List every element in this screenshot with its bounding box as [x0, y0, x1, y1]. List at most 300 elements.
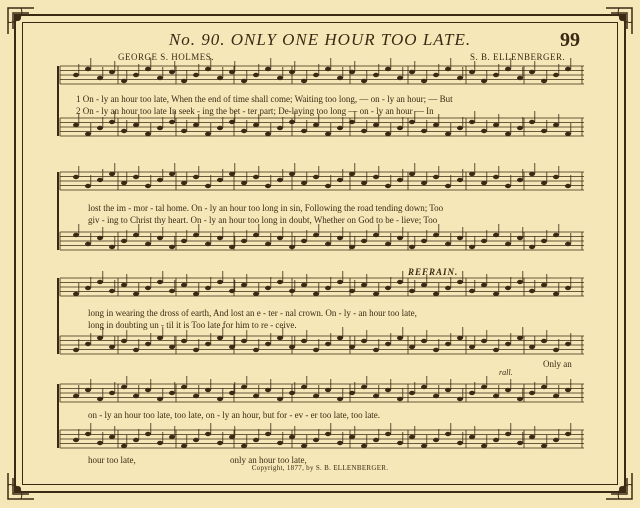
- note-head: [73, 73, 79, 77]
- note-head: [253, 438, 259, 442]
- note-head: [529, 391, 535, 395]
- note-head: [541, 385, 547, 389]
- note-head: [109, 120, 115, 124]
- note-head: [169, 345, 175, 349]
- lyrics-system1-verse2: 2 On - ly an hour too late In seek - ing the bet - ter part; De-laying too long — on - ly an hour — In: [76, 106, 434, 116]
- note-head: [517, 397, 523, 401]
- note-head: [289, 435, 295, 439]
- note-head: [277, 76, 283, 80]
- composer-credit: S. B. ELLENBERGER.: [470, 52, 566, 62]
- note-head: [169, 120, 175, 124]
- refrain-label: REFRAIN.: [408, 267, 459, 277]
- note-head: [433, 233, 439, 237]
- note-head: [517, 280, 523, 284]
- note-head: [493, 123, 499, 127]
- note-head: [181, 283, 187, 287]
- note-head: [349, 391, 355, 395]
- note-head: [457, 397, 463, 401]
- note-head: [469, 70, 475, 74]
- note-head: [349, 172, 355, 176]
- note-head: [253, 292, 259, 296]
- note-head: [241, 283, 247, 287]
- note-head: [145, 184, 151, 188]
- note-head: [469, 345, 475, 349]
- note-head: [193, 233, 199, 237]
- note-head: [289, 289, 295, 293]
- note-head: [253, 175, 259, 179]
- note-head: [85, 388, 91, 392]
- note-head: [349, 435, 355, 439]
- note-head: [157, 397, 163, 401]
- note-head: [157, 236, 163, 240]
- note-head: [421, 444, 427, 448]
- note-head: [241, 385, 247, 389]
- note-head: [217, 280, 223, 284]
- note-head: [277, 280, 283, 284]
- note-head: [505, 132, 511, 136]
- note-head: [301, 385, 307, 389]
- note-head: [469, 245, 475, 249]
- note-head: [169, 172, 175, 176]
- note-head: [289, 245, 295, 249]
- note-head: [433, 175, 439, 179]
- note-head: [469, 391, 475, 395]
- note-head: [541, 239, 547, 243]
- note-head: [97, 441, 103, 445]
- note-head: [421, 283, 427, 287]
- note-head: [145, 132, 151, 136]
- note-head: [133, 348, 139, 352]
- note-head: [205, 388, 211, 392]
- note-head: [361, 339, 367, 343]
- note-head: [97, 336, 103, 340]
- note-head: [181, 385, 187, 389]
- note-head: [181, 339, 187, 343]
- note-head: [541, 79, 547, 83]
- note-head: [553, 292, 559, 296]
- note-head: [109, 345, 115, 349]
- note-head: [481, 283, 487, 287]
- note-head: [277, 178, 283, 182]
- note-head: [445, 184, 451, 188]
- note-head: [121, 444, 127, 448]
- hymn-title: No. 90. ONLY ONE HOUR TOO LATE.: [168, 30, 472, 49]
- note-head: [301, 181, 307, 185]
- note-head: [193, 73, 199, 77]
- note-head: [421, 239, 427, 243]
- note-head: [457, 178, 463, 182]
- note-head: [505, 286, 511, 290]
- note-head: [445, 388, 451, 392]
- note-heads: [73, 58, 571, 448]
- note-head: [325, 242, 331, 246]
- page-number: 99: [560, 29, 580, 51]
- note-head: [301, 239, 307, 243]
- note-head: [133, 292, 139, 296]
- note-head: [385, 388, 391, 392]
- note-head: [73, 438, 79, 442]
- note-head: [193, 292, 199, 296]
- note-head: [253, 123, 259, 127]
- note-head: [313, 438, 319, 442]
- note-head: [469, 435, 475, 439]
- note-head: [361, 283, 367, 287]
- note-head: [325, 432, 331, 436]
- note-head: [565, 286, 571, 290]
- note-head: [193, 348, 199, 352]
- note-head: [457, 441, 463, 445]
- lyrics-system2-verse1: lost the im - mor - tal home. On - ly an hour too long in sin, Following the road tending down; Too: [88, 203, 444, 213]
- note-head: [229, 120, 235, 124]
- note-head: [529, 245, 535, 249]
- note-head: [253, 73, 259, 77]
- note-head: [301, 129, 307, 133]
- note-head: [121, 339, 127, 343]
- note-head: [421, 181, 427, 185]
- note-head: [313, 292, 319, 296]
- poet-credit: GEORGE S. HOLMES.: [118, 52, 215, 62]
- note-head: [157, 76, 163, 80]
- note-head: [529, 120, 535, 124]
- note-head: [241, 239, 247, 243]
- note-head: [337, 236, 343, 240]
- note-head: [277, 441, 283, 445]
- note-head: [481, 385, 487, 389]
- note-head: [289, 172, 295, 176]
- note-head: [541, 339, 547, 343]
- note-head: [205, 184, 211, 188]
- note-head: [529, 289, 535, 293]
- note-head: [505, 242, 511, 246]
- note-head: [85, 184, 91, 188]
- note-head: [289, 345, 295, 349]
- note-head: [493, 394, 499, 398]
- note-head: [133, 123, 139, 127]
- note-head: [505, 67, 511, 71]
- note-head: [157, 178, 163, 182]
- note-head: [361, 239, 367, 243]
- note-head: [397, 280, 403, 284]
- note-head: [265, 342, 271, 346]
- note-head: [517, 236, 523, 240]
- note-head: [409, 120, 415, 124]
- note-head: [325, 132, 331, 136]
- note-head: [517, 178, 523, 182]
- lyrics-system4-treble: on - ly an hour too late, too late, on - ly an hour, but for - ev - er too late, too late.: [88, 410, 381, 420]
- note-head: [565, 432, 571, 436]
- note-head: [325, 342, 331, 346]
- note-head: [181, 239, 187, 243]
- note-head: [457, 336, 463, 340]
- note-head: [409, 172, 415, 176]
- note-head: [385, 432, 391, 436]
- note-head: [313, 175, 319, 179]
- note-head: [313, 348, 319, 352]
- lyrics-system3-verse1: long in wearing the dross of earth, And lost an e - ter - nal crown. On - ly - an hour too late,: [88, 308, 417, 318]
- note-head: [181, 181, 187, 185]
- note-head: [361, 79, 367, 83]
- note-head: [265, 184, 271, 188]
- note-head: [397, 336, 403, 340]
- note-head: [445, 286, 451, 290]
- note-head: [493, 348, 499, 352]
- note-head: [553, 394, 559, 398]
- note-head: [397, 178, 403, 182]
- note-head: [217, 236, 223, 240]
- note-head: [421, 79, 427, 83]
- note-head: [409, 70, 415, 74]
- lyrics-system2-verse2: giv - ing to Christ thy heart. On - ly an hour too long in doubt, Whether on God to be - lieve; Too: [88, 215, 438, 225]
- note-head: [133, 438, 139, 442]
- note-head: [337, 126, 343, 130]
- note-head: [145, 286, 151, 290]
- note-head: [229, 245, 235, 249]
- note-head: [277, 336, 283, 340]
- note-head: [457, 280, 463, 284]
- note-head: [241, 339, 247, 343]
- note-head: [517, 126, 523, 130]
- note-head: [301, 79, 307, 83]
- note-head: [481, 239, 487, 243]
- note-head: [73, 292, 79, 296]
- note-head: [397, 236, 403, 240]
- note-head: [241, 181, 247, 185]
- note-head: [409, 345, 415, 349]
- note-head: [229, 70, 235, 74]
- lyrics-system3-verse2: long in doubting un - til it is Too late for him to re - ceive.: [88, 320, 297, 330]
- note-head: [349, 245, 355, 249]
- note-head: [553, 348, 559, 352]
- note-head: [205, 342, 211, 346]
- note-head: [373, 394, 379, 398]
- note-head: [361, 181, 367, 185]
- note-head: [265, 67, 271, 71]
- note-head: [385, 67, 391, 71]
- note-head: [541, 181, 547, 185]
- note-head: [529, 435, 535, 439]
- note-head: [301, 339, 307, 343]
- note-head: [145, 242, 151, 246]
- note-head: [505, 342, 511, 346]
- note-head: [373, 175, 379, 179]
- note-head: [421, 129, 427, 133]
- note-head: [217, 178, 223, 182]
- note-head: [397, 76, 403, 80]
- note-head: [241, 129, 247, 133]
- rall-marking: rall.: [499, 368, 513, 377]
- note-head: [529, 345, 535, 349]
- note-head: [349, 120, 355, 124]
- note-head: [121, 283, 127, 287]
- note-head: [169, 435, 175, 439]
- note-head: [157, 441, 163, 445]
- note-head: [469, 120, 475, 124]
- note-head: [157, 126, 163, 130]
- note-head: [481, 129, 487, 133]
- note-head: [169, 289, 175, 293]
- note-head: [493, 292, 499, 296]
- note-head: [145, 388, 151, 392]
- note-head: [169, 391, 175, 395]
- note-head: [445, 132, 451, 136]
- note-head: [373, 348, 379, 352]
- note-head: [121, 239, 127, 243]
- note-head: [541, 283, 547, 287]
- note-head: [193, 438, 199, 442]
- note-head: [193, 123, 199, 127]
- note-head: [325, 286, 331, 290]
- note-head: [97, 236, 103, 240]
- note-head: [133, 394, 139, 398]
- note-head: [73, 123, 79, 127]
- note-head: [85, 342, 91, 346]
- note-head: [469, 289, 475, 293]
- note-head: [97, 76, 103, 80]
- note-head: [181, 129, 187, 133]
- note-head: [85, 432, 91, 436]
- note-head: [181, 79, 187, 83]
- note-head: [385, 132, 391, 136]
- note-head: [517, 336, 523, 340]
- note-head: [505, 388, 511, 392]
- note-head: [217, 76, 223, 80]
- note-head: [121, 129, 127, 133]
- note-head: [433, 292, 439, 296]
- note-head: [553, 175, 559, 179]
- note-head: [517, 76, 523, 80]
- note-head: [121, 385, 127, 389]
- note-head: [337, 280, 343, 284]
- note-head: [337, 178, 343, 182]
- note-head: [493, 438, 499, 442]
- note-head: [109, 391, 115, 395]
- note-head: [313, 123, 319, 127]
- note-head: [385, 286, 391, 290]
- note-head: [433, 394, 439, 398]
- note-head: [493, 73, 499, 77]
- note-head: [457, 76, 463, 80]
- note-head: [445, 242, 451, 246]
- note-head: [229, 391, 235, 395]
- note-head: [433, 348, 439, 352]
- note-head: [445, 342, 451, 346]
- note-head: [277, 397, 283, 401]
- note-head: [373, 438, 379, 442]
- note-head: [421, 339, 427, 343]
- note-head: [505, 432, 511, 436]
- note-head: [493, 175, 499, 179]
- note-head: [565, 184, 571, 188]
- note-head: [109, 172, 115, 176]
- note-head: [349, 70, 355, 74]
- lyrics-system1-verse1: 1 On - ly an hour too late, When the end of time shall come; Waiting too long, — on - ly an hour; — But: [76, 94, 453, 104]
- note-head: [157, 336, 163, 340]
- note-head: [73, 233, 79, 237]
- lyrics-system3-bass: Only an: [543, 359, 572, 369]
- note-head: [529, 70, 535, 74]
- note-head: [325, 388, 331, 392]
- note-head: [553, 233, 559, 237]
- note-head: [205, 286, 211, 290]
- note-head: [445, 67, 451, 71]
- note-head: [121, 79, 127, 83]
- note-head: [337, 336, 343, 340]
- note-head: [145, 67, 151, 71]
- note-head: [457, 236, 463, 240]
- note-head: [265, 242, 271, 246]
- note-head: [565, 242, 571, 246]
- note-head: [205, 242, 211, 246]
- note-head: [481, 181, 487, 185]
- note-head: [397, 126, 403, 130]
- lyrics-system4-bass-left: hour too late,: [88, 455, 136, 465]
- note-head: [385, 242, 391, 246]
- note-head: [73, 394, 79, 398]
- note-head: [97, 397, 103, 401]
- note-head: [145, 342, 151, 346]
- note-head: [409, 245, 415, 249]
- note-head: [397, 441, 403, 445]
- note-head: [373, 73, 379, 77]
- note-head: [373, 292, 379, 296]
- note-head: [493, 233, 499, 237]
- note-head: [229, 289, 235, 293]
- note-head: [265, 432, 271, 436]
- note-head: [373, 123, 379, 127]
- note-head: [97, 126, 103, 130]
- note-head: [529, 172, 535, 176]
- note-head: [277, 236, 283, 240]
- note-head: [97, 280, 103, 284]
- copyright-notice: Copyright, 1877, by S. B. ELLENBERGER.: [251, 464, 389, 472]
- note-head: [133, 175, 139, 179]
- note-head: [553, 123, 559, 127]
- note-head: [169, 245, 175, 249]
- note-head: [361, 444, 367, 448]
- note-head: [301, 444, 307, 448]
- note-head: [289, 120, 295, 124]
- note-head: [205, 67, 211, 71]
- note-head: [337, 397, 343, 401]
- note-head: [325, 67, 331, 71]
- note-head: [481, 339, 487, 343]
- note-head: [133, 73, 139, 77]
- note-head: [409, 391, 415, 395]
- note-head: [85, 242, 91, 246]
- note-head: [409, 289, 415, 293]
- note-head: [337, 441, 343, 445]
- note-head: [433, 123, 439, 127]
- note-head: [565, 388, 571, 392]
- note-head: [313, 73, 319, 77]
- note-head: [85, 132, 91, 136]
- note-head: [301, 283, 307, 287]
- note-head: [193, 175, 199, 179]
- note-head: [469, 172, 475, 176]
- note-head: [409, 435, 415, 439]
- note-head: [121, 181, 127, 185]
- note-head: [157, 280, 163, 284]
- note-head: [265, 388, 271, 392]
- note-head: [205, 132, 211, 136]
- note-head: [229, 345, 235, 349]
- note-head: [457, 126, 463, 130]
- note-head: [553, 438, 559, 442]
- note-head: [193, 394, 199, 398]
- note-head: [109, 70, 115, 74]
- note-head: [85, 286, 91, 290]
- note-head: [361, 385, 367, 389]
